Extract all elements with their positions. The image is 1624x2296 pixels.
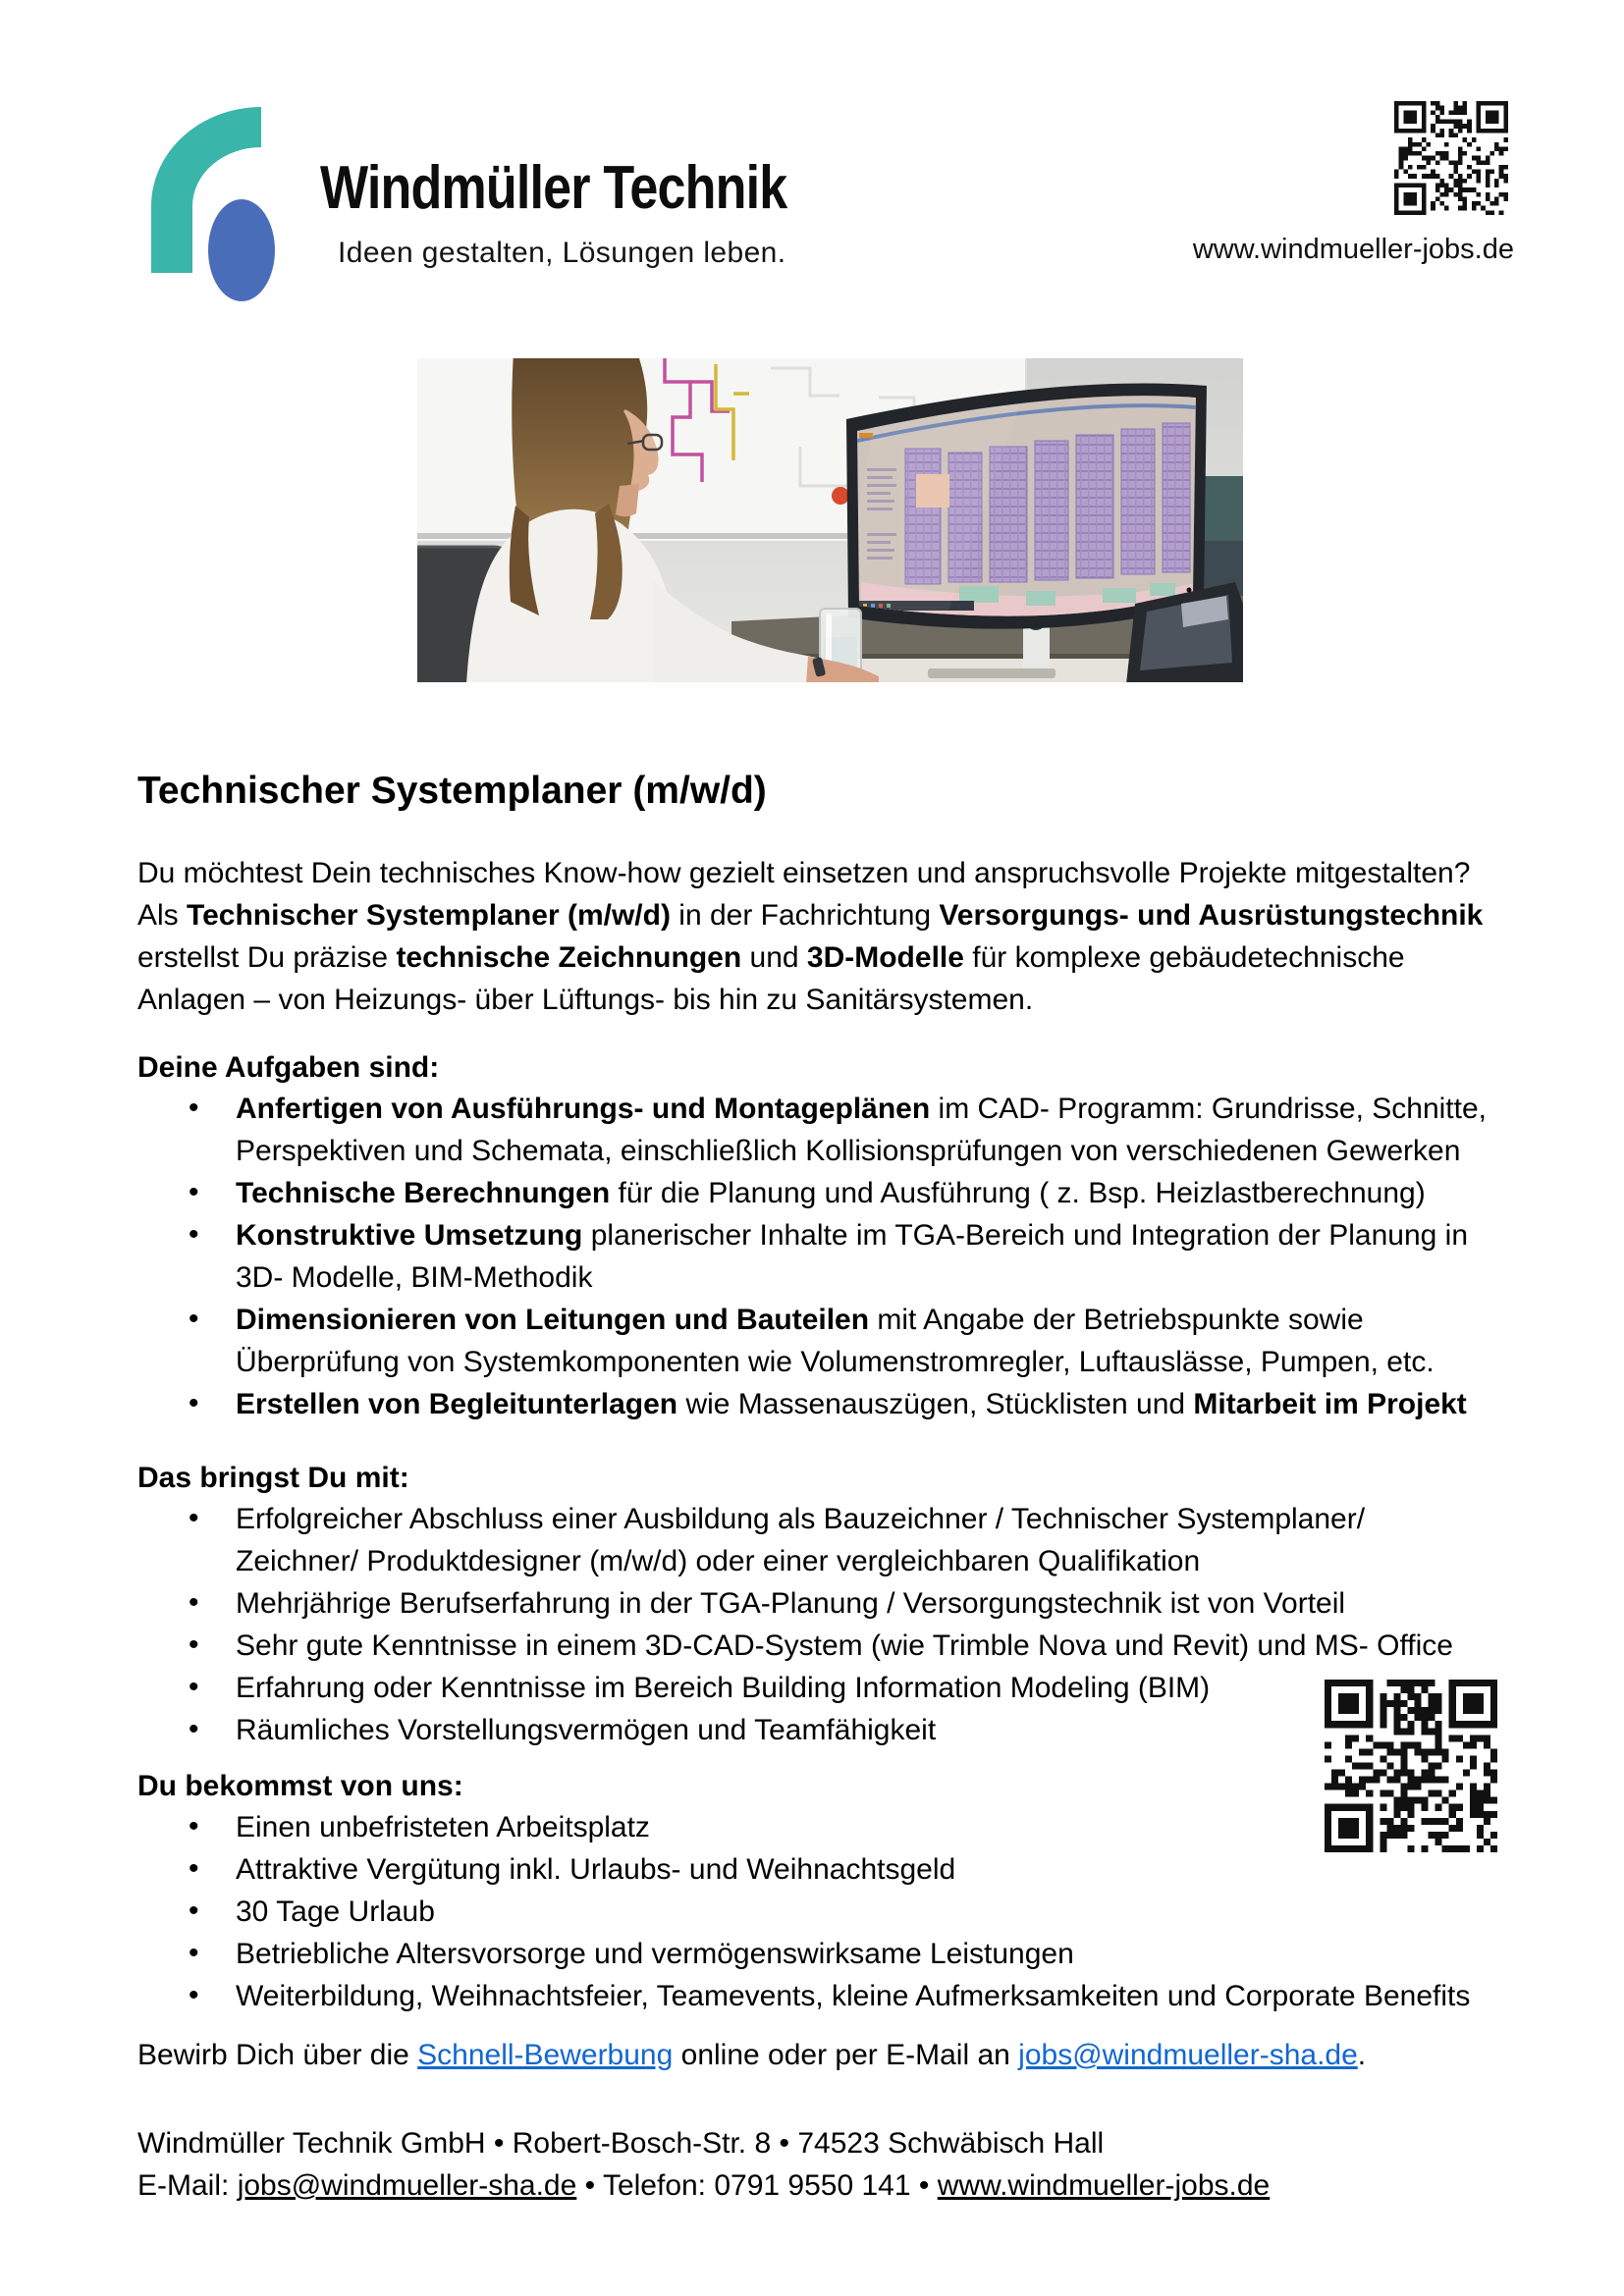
list-item-text: Anfertigen von Ausführungs- und Montageplänen im CAD- Programm: Grundrisse, Schnitte, Perspektiven und Schemata, einschließlich Kollisionsprüfungen von verschiedenen Gewerken [236, 1093, 1487, 1167]
bullet-icon: • [189, 1303, 199, 1335]
list-item [137, 1498, 1581, 1582]
curved-monitor [839, 384, 1207, 629]
section-heading-benefits: Du bekommst von uns: [137, 1770, 463, 1802]
bullet-icon: • [189, 1586, 199, 1619]
list-item-text: Weiterbildung, Weihnachtsfeier, Teamevents, kleine Aufmerksamkeiten und Corporate Benefits [236, 1980, 1471, 2012]
bullet-icon: • [189, 1713, 199, 1745]
bullet-icon: • [189, 1176, 199, 1208]
bullet-icon: • [189, 1810, 199, 1842]
footer-company-line: Windmüller Technik GmbH • Robert-Bosch-Str. 8 • 74523 Schwäbisch Hall [137, 2127, 1105, 2160]
list-item [137, 1172, 1581, 1214]
list-item-text: Attraktive Vergütung inkl. Urlaubs- und Weihnachtsgeld [236, 1853, 956, 1886]
list-item-text: Mehrjährige Berufserfahrung in der TGA-Planung / Versorgungstechnik ist von Vorteil [236, 1587, 1346, 1620]
list-item [137, 1582, 1581, 1625]
list-item-text: Konstruktive Umsetzung planerischer Inhalte im TGA-Bereich und Integration der Planung in 3D- Modelle, BIM-Methodik [236, 1219, 1469, 1294]
bullet-icon: • [189, 1092, 199, 1124]
section-heading-profile: Das bringst Du mit: [137, 1462, 409, 1494]
section-heading-tasks: Deine Aufgaben sind: [137, 1051, 440, 1084]
bullet-icon: • [189, 1895, 199, 1927]
list-item-text: Dimensionieren von Leitungen und Bauteilen mit Angabe der Betriebspunkte sowie Überprüfung von Systemkomponenten wie Volumenstromregler, Luftauslässe, Pumpen, etc. [236, 1304, 1435, 1378]
bullet-icon: • [189, 1937, 199, 1969]
list-item-text: Einen unbefristeten Arbeitsplatz [236, 1811, 650, 1843]
list-item [137, 1214, 1581, 1299]
tasks-list [137, 1088, 1581, 1425]
text-link[interactable]: Schnell-Bewerbung [417, 2039, 674, 2071]
list-item [137, 1088, 1581, 1172]
list-item [137, 1625, 1581, 1667]
list-item-text: 30 Tage Urlaub [236, 1896, 435, 1928]
qr-code-icon [1325, 1680, 1497, 1852]
list-item [137, 1975, 1581, 2017]
list-item-text: Erstellen von Begleitunterlagen wie Massenauszügen, Stücklisten und Mitarbeit im Projekt [236, 1388, 1467, 1420]
footer-contact-line: E-Mail: jobs@windmueller-sha.de • Telefon: 0791 9550 141 • www.windmueller-jobs.de [137, 2169, 1271, 2202]
list-item [137, 1848, 1581, 1891]
list-item-text: Erfahrung oder Kenntnisse im Bereich Building Information Modeling (BIM) [236, 1672, 1211, 1704]
list-item [137, 1299, 1581, 1383]
job-title: Technischer Systemplaner (m/w/d) [137, 770, 767, 812]
office-workplace-photo [417, 358, 1243, 682]
list-item-text: Erfolgreicher Abschluss einer Ausbildung als Bauzeichner / Technischer Systemplaner/ Zeichner/ Produktdesigner (m/w/d) oder einer vergleichbaren Qualifikation [236, 1503, 1366, 1577]
list-item [137, 1933, 1581, 1975]
bullet-icon: • [189, 1502, 199, 1534]
company-name: Windmüller Technik [320, 154, 787, 222]
list-item [137, 1383, 1581, 1425]
bullet-icon: • [189, 1387, 199, 1419]
bullet-icon: • [189, 1979, 199, 2011]
list-item-text: Räumliches Vorstellungsvermögen und Teamfähigkeit [236, 1714, 937, 1746]
qr-code-icon [1394, 101, 1508, 215]
list-item [137, 1891, 1581, 1933]
list-item-text: Betriebliche Altersvorsorge und vermögenswirksame Leistungen [236, 1938, 1074, 1970]
bullet-icon: • [189, 1218, 199, 1251]
intro-paragraph: Du möchtest Dein technisches Know-how gezielt einsetzen und anspruchsvolle Projekte mitgestalten? Als Technischer Systemplaner (m/w/d) in der Fachrichtung Versorgungs- und Ausrüstungstechnik erstellst Du präzise technische Zeichnungen und 3D-Modelle für komplexe gebäudetechnische Anlagen – von Heizungs- über Lüftungs- bis hin zu Sanitärsystemen. [137, 857, 1484, 1016]
text-link[interactable]: jobs@windmueller-sha.de [1018, 2039, 1358, 2071]
bullet-icon: • [189, 1629, 199, 1661]
list-item-text: Sehr gute Kenntnisse in einem 3D-CAD-System (wie Trimble Nova und Revit) und MS- Office [236, 1629, 1453, 1662]
company-tagline: Ideen gestalten, Lösungen leben. [338, 237, 786, 269]
bullet-icon: • [189, 1852, 199, 1885]
bullet-icon: • [189, 1671, 199, 1703]
windmueller-swoosh-logo-icon [149, 104, 287, 305]
list-item-text: Technische Berechnungen für die Planung und Ausführung ( z. Bsp. Heizlastberechnung) [236, 1177, 1426, 1209]
jobs-website-url: www.windmueller-jobs.de [1192, 234, 1514, 265]
apply-line: Bewirb Dich über die Schnell-Bewerbung online oder per E-Mail an jobs@windmueller-sha.de. [137, 2039, 1367, 2071]
